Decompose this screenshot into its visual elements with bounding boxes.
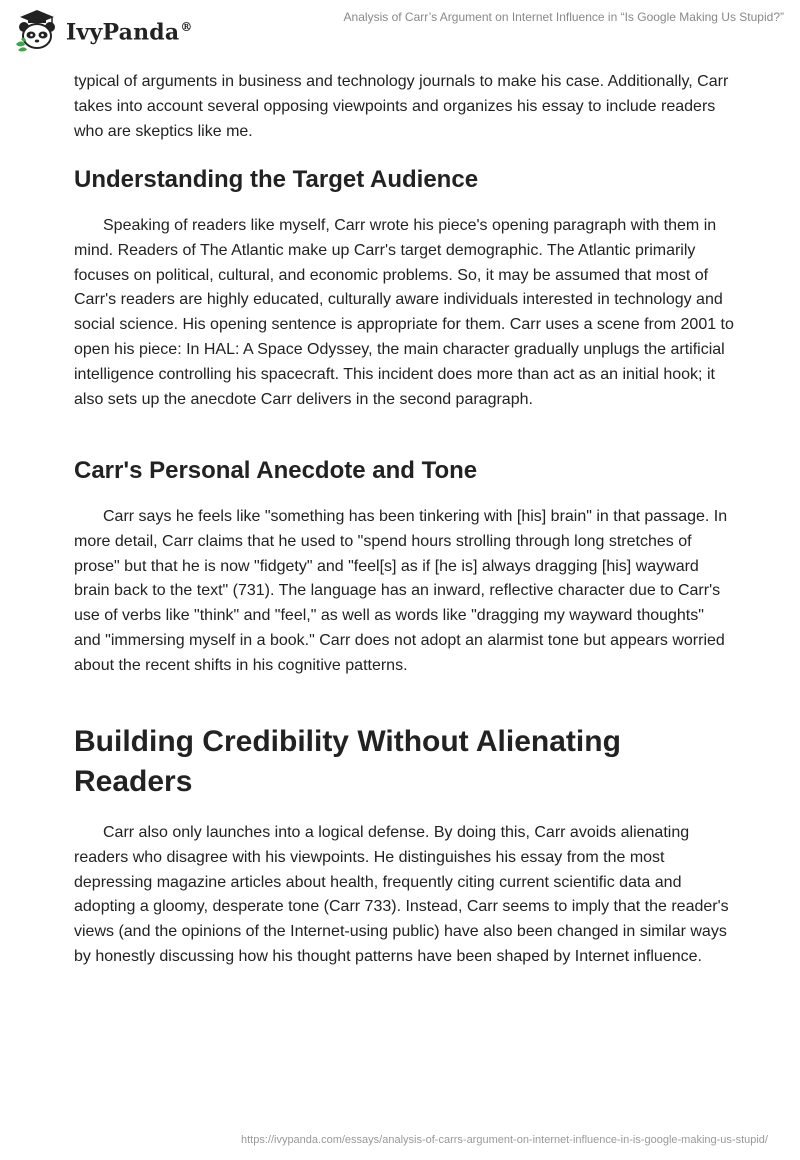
brand-name bbox=[66, 5, 193, 54]
source-url[interactable]: https://ivypanda.com/essays/analysis-of-carrs-argument-on-internet-influence-in-is-google-making-us-stupid/ bbox=[240, 1134, 768, 1146]
intro-paragraph: typical of arguments in business and technology journals to make his case. Additionally, Carr takes into account several opposing viewpoints and organizes his essay to include readers who are skeptics like me. bbox=[74, 73, 729, 140]
brand-text: IvyPanda bbox=[66, 19, 180, 46]
panda-graduate-logo-icon bbox=[14, 8, 60, 52]
ivypanda-logo[interactable] bbox=[14, 8, 193, 52]
section-heading-building-credibility: Building Credibility Without Alienating Readers bbox=[74, 725, 621, 798]
page-header bbox=[0, 0, 800, 66]
document-title: Analysis of Carr’s Argument on Internet Influence in “Is Google Making Us Stupid?” bbox=[343, 10, 784, 24]
registered-mark: ® bbox=[180, 20, 193, 35]
section-paragraph-target-audience: Speaking of readers like myself, Carr wrote his piece's opening paragraph with them in mind. Readers of The Atlantic make up Carr's target demographic. The Atlantic primarily focuses on political, cultural, and economic problems. So, it may be assumed that most of Carr's readers are highly educated, culturally aware individuals interested in technology and social science. His opening sentence is appropriate for them. Carr uses a scene from 2001 to open his piece: In HAL: A Space Odyssey, the main character gradually unplugs the artificial intelligence controlling his spacecraft. This incident does more than act as an initial hook; it also sets up the anecdote Carr delivers in the second paragraph. bbox=[74, 217, 734, 408]
section-heading-target-audience: Understanding the Target Audience bbox=[74, 166, 479, 193]
section-heading-personal-anecdote: Carr's Personal Anecdote and Tone bbox=[74, 457, 478, 484]
section-paragraph-building-credibility: Carr also only launches into a logical defense. By doing this, Carr avoids alienating readers who disagree with his viewpoints. He distinguishes his essay from the most depressing magazine articles about health, frequently citing current scientific data and adopting a gloomy, desperate tone (Carr 733). Instead, Carr seems to imply that the reader's views (and the opinions of the Internet-using public) have also been changed in similar ways by honestly discussing how his thought patterns have been shaped by Internet influence. bbox=[74, 824, 729, 965]
section-paragraph-personal-anecdote: Carr says he feels like "something has been tinkering with [his] brain" in that passage. In more detail, Carr claims that he used to "spend hours strolling through long stretches of prose" but that he is now "fidgety" and "feel[s] as if [he is] always dragging [his] wayward brain back to the text" (731). The language has an inward, reflective character due to Carr's use of verbs like "think" and "feel," as well as words like "dragging my wayward thoughts" and "immersing myself in a book." Carr does not adopt an alarmist tone but appears worried about the recent shifts in his cognitive patterns. bbox=[74, 508, 728, 674]
